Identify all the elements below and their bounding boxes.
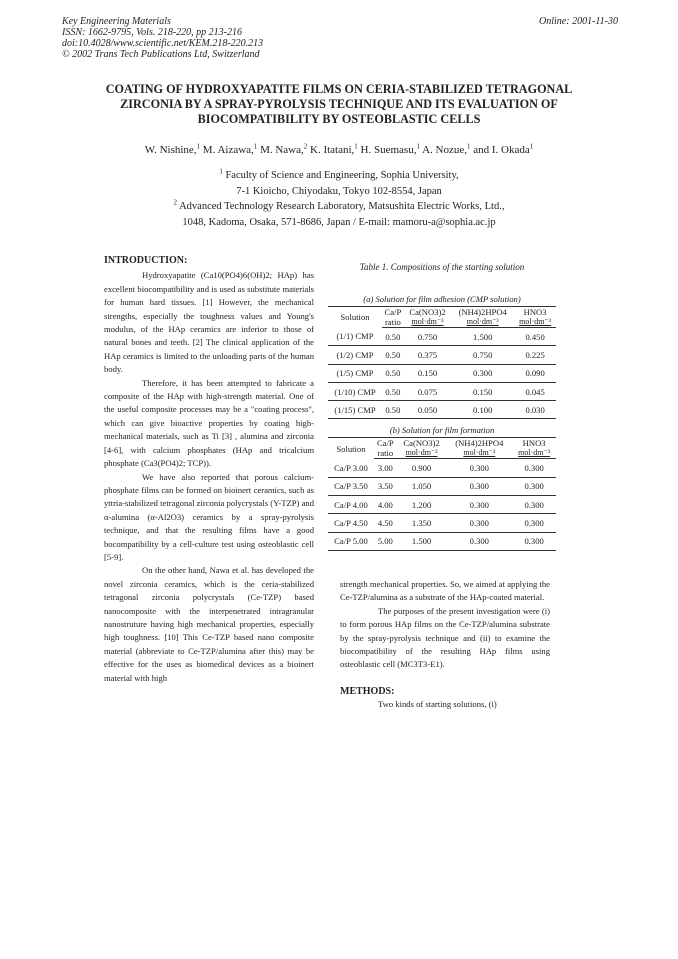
journal-copyright: © 2002 Trans Tech Publications Ltd, Switzerland — [62, 49, 260, 60]
col-p: (NH4)2HPO4 — [446, 438, 512, 449]
col-hno3: HNO3 — [512, 438, 556, 449]
table-row: Ca/P 3.00 3.00 0.900 0.300 0.300 — [328, 459, 556, 477]
table-1 — [326, 262, 558, 551]
author-list — [60, 144, 618, 156]
table-b-caption: (b) Solution for film formation — [389, 425, 495, 436]
unit: mol·dm⁻³ — [451, 317, 514, 328]
paper-title: COATING OF HYDROXYAPATITE FILMS ON CERIA-STABILIZED TETRAGONAL ZIRCONIA BY A SPRAY-PYROLYSIS TECHNIQUE AND ITS EVALUATION OF BIOCOMPATIBILITY BY OSTEOBLASTIC CELLS — [105, 82, 573, 126]
col-ratio-bottom: ratio — [374, 448, 397, 459]
affiliation-1-address: 7-1 Kioicho, Chiyodaku, Tokyo 102-8554, Japan — [236, 185, 442, 197]
table-row: (1/5) CMP 0.50 0.150 0.300 0.090 — [328, 364, 556, 382]
table-a-caption: (a) Solution for film adhesion (CMP solution) — [363, 294, 521, 304]
col-hno3: HNO3 — [514, 307, 556, 318]
col-ratio-bottom: ratio — [382, 317, 404, 328]
left-column — [104, 254, 314, 685]
journal-name: Key Engineering Materials — [62, 16, 171, 27]
methods-paragraph-1: Two kinds of starting solutions, (i) — [378, 699, 497, 710]
col-solution: Solution — [328, 307, 382, 328]
table-caption: Table 1. Compositions of the starting solution — [359, 262, 525, 272]
intro-paragraph-2: Therefore, it has been attempted to fabricate a composite of the HAp with high-strength material. One of the useful composite processes may be a "coating process", which can give bioactive properties by coating high-mechanical materials, such as Ti [3] , alumina and zirconia [4-6], with calcium phosphates (HAp and tricalcium phosphate (Ca3(PO4)2; TCP)). — [104, 377, 314, 469]
unit: mol·dm⁻³ — [446, 448, 512, 459]
right-column — [340, 578, 550, 712]
table-row: (1/1) CMP 0.50 0.750 1.500 0.450 — [328, 328, 556, 346]
author: K. Itatani,$^1$ — [307, 142, 358, 156]
journal-doi: doi:10.4028/www.scientific.net/KEM.218-220.213 — [62, 38, 264, 49]
online-date: Online: 2001-11-30 — [539, 16, 618, 27]
intro-paragraph-1: Hydroxyapatite (Ca10(PO4)6(OH)2; HAp) has excellent biocompatibility and is used as substitute materials for human hard tissues. [1] However, the mechanical strengths, especially the toughness values and Young's modulus, of the HAp ceramics are inferior to those of natural bones and teeth. [2] The clinical application of the HAp ceramics is limited to the unloading parts of the human body. — [104, 270, 314, 375]
table-row: (1/2) CMP 0.50 0.375 0.750 0.225 — [328, 346, 556, 364]
col-p: (NH4)2HPO4 — [451, 307, 514, 318]
col-ca: Ca(NO3)2 — [397, 438, 447, 449]
author: H. Suemasu,$^1$ — [357, 142, 420, 156]
affiliation-1: $^1$ Faculty of Science and Engineering, Sophia University, — [219, 167, 459, 181]
author: M. Aizawa,$^1$ — [200, 142, 258, 156]
col-ratio-top: Ca/P — [382, 307, 404, 318]
author: A. Nozue,$^1$ — [419, 142, 471, 156]
author: W. Nishine,$^1$ — [144, 142, 201, 156]
introduction-heading: INTRODUCTION: — [104, 255, 188, 266]
methods-heading: METHODS: — [340, 685, 395, 697]
unit: mol·dm⁻³ — [397, 448, 447, 459]
unit: mol·dm⁻³ — [404, 317, 451, 328]
table-row: Ca/P 5.00 5.00 1.500 0.300 0.300 — [328, 532, 556, 550]
table-row: Ca/P 4.00 4.00 1.200 0.300 0.300 — [328, 496, 556, 514]
author: M. Nawa,$^2$ — [257, 142, 308, 156]
unit: mol·dm⁻³ — [514, 317, 556, 328]
table-a — [328, 306, 556, 419]
col-ratio-top: Ca/P — [374, 438, 397, 449]
intro-paragraph-3: We have also reported that porous calcium-phosphate films can be formed on bioinert ceramics, such as yttria-stabilized tetragonal zirconia polycrystals (Y-TZP) and α-alumina (α-Al2O3) ceramics by a spray-pyrolysis technique, and that the resulting films have a good bocompatibility by a cell-culture test using osteoblastic cell [5-9]. — [104, 471, 314, 562]
unit: mol·dm⁻³ — [512, 448, 556, 459]
journal-issn: ISSN: 1662-9795, Vols. 218-220, pp 213-216 — [62, 27, 242, 38]
table-row: Ca/P 3.50 3.50 1.050 0.300 0.300 — [328, 477, 556, 495]
right-paragraph-1: strength mechanical properties. So, we aimed at applying the Ce-TZP/alumina as a substrate of the HAp-coated material. — [340, 579, 550, 603]
table-row: Ca/P 4.50 4.50 1.350 0.300 0.300 — [328, 514, 556, 532]
journal-header — [62, 16, 263, 60]
affiliations — [60, 168, 618, 230]
affiliation-2: $^2$ Advanced Technology Research Laboratory, Matsushita Electric Works, Ltd., — [173, 198, 505, 212]
affiliation-2-address: 1048, Kadoma, Osaka, 571-8686, Japan / E-mail: mamoru-a@sophia.ac.jp — [182, 216, 496, 228]
intro-paragraph-4: On the other hand, Nawa et al. has developed the novel zirconia ceramics, which is the ceria-stabilized tetragonal zirconia polycrystals (Ce-TZP) based nanocomposite with the interpenetrated intragranular nanostruture having high mechanical properties, especially high toughness. [10] This Ce-TZP based nano composite material (abbreviate to Ce-TZP/alumina after this) may be effective for the uses as biomedical devices as a bioinert material with high — [104, 565, 314, 683]
col-ca: Ca(NO3)2 — [404, 307, 451, 318]
author: and I. Okada$^1$ — [470, 142, 534, 156]
table-b — [328, 437, 556, 550]
table-row: (1/15) CMP 0.50 0.050 0.100 0.030 — [328, 401, 556, 419]
table-row: (1/10) CMP 0.50 0.075 0.150 0.045 — [328, 382, 556, 400]
col-solution: Solution — [328, 438, 374, 459]
right-paragraph-2: The purposes of the present investigation were (i) to form porous HAp films on the Ce-TZP/alumina substrate by the spray-pyrolysis technique and (ii) to examine the biocompatibility of the resulting HAp films using osteoblastic cell (MC3T3-E1). — [340, 605, 550, 670]
